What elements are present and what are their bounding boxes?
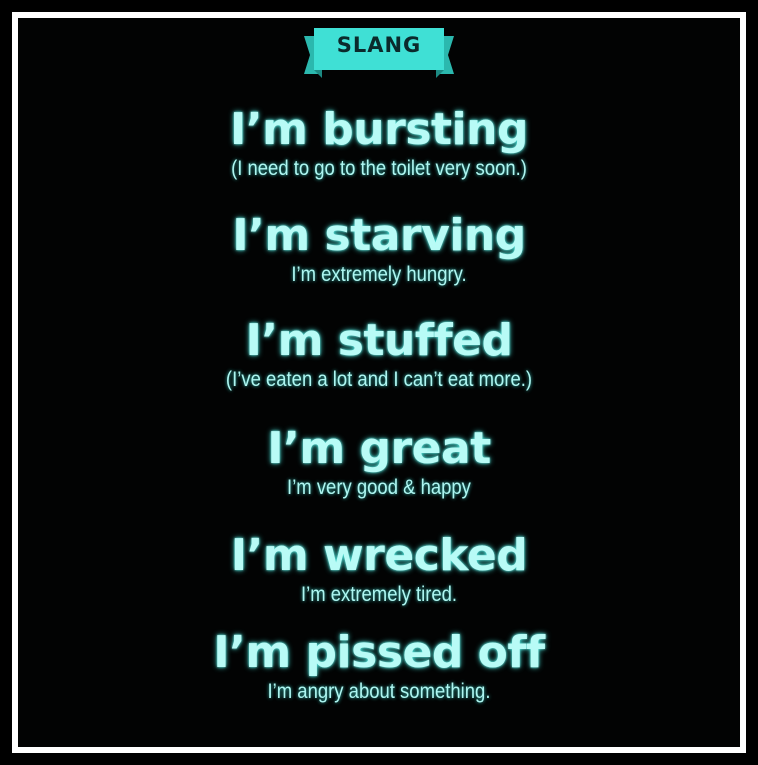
slang-entry-stuffed — [0, 315, 758, 393]
meaning-pissed-off: I’m angry about something. — [267, 680, 491, 703]
phrase-pissed-off: I’m pissed off — [213, 627, 545, 678]
slang-entry-bursting — [0, 104, 758, 182]
phrase-starving: I’m starving — [232, 210, 526, 261]
phrase-bursting: I’m bursting — [230, 104, 528, 155]
phrase-stuffed: I’m stuffed — [245, 315, 513, 366]
meaning-wrecked: I’m extremely tired. — [300, 583, 458, 606]
phrase-wrecked: I’m wrecked — [230, 530, 528, 581]
slang-entry-pissed-off — [0, 627, 758, 705]
banner-label: SLANG — [336, 33, 422, 57]
meaning-great: I’m very good & happy — [287, 476, 471, 499]
meaning-starving: I’m extremely hungry. — [291, 263, 467, 286]
slang-entry-wrecked — [0, 530, 758, 608]
meaning-bursting: (I need to go to the toilet very soon.) — [231, 157, 527, 180]
slang-entry-great — [0, 423, 758, 501]
phrase-great: I’m great — [267, 423, 491, 474]
slang-banner — [304, 24, 454, 82]
slang-entry-starving — [0, 210, 758, 288]
meaning-stuffed: (I’ve eaten a lot and I can’t eat more.) — [225, 368, 533, 391]
